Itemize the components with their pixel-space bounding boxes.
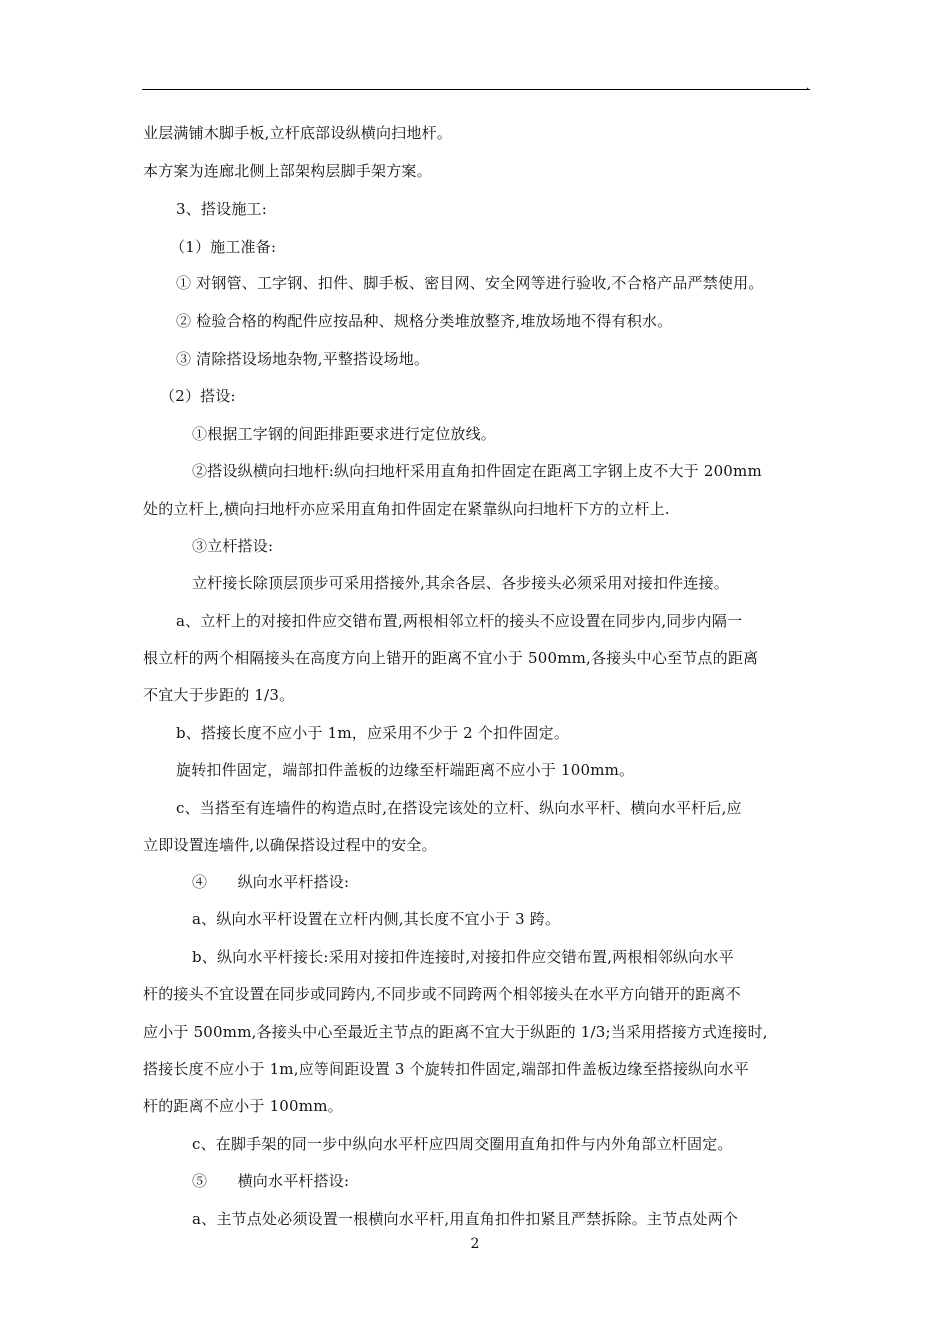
text-line: ③立杆搭设: bbox=[192, 537, 274, 555]
text-line: ① 对钢管、工字钢、扣件、脚手板、密目网、安全网等进行验收,不合格产品严禁使用。 bbox=[176, 274, 764, 292]
text-line: a、主节点处必须设置一根横向水平杆,用直角扣件扣紧且严禁拆除。主节点处两个 bbox=[192, 1210, 739, 1228]
text-line: ④ 纵向水平杆搭设: bbox=[192, 873, 350, 891]
text-line: c、当搭至有连墙件的构造点时,在搭设完该处的立杆、纵向水平杆、横向水平杆后,应 bbox=[176, 799, 742, 817]
text-line: 根立杆的两个相隔接头在高度方向上错开的距离不宜小于 500mm,各接头中心至节点的距离 bbox=[143, 649, 759, 667]
text-line: ①根据工字钢的间距排距要求进行定位放线。 bbox=[192, 425, 497, 443]
text-line: （2）搭设: bbox=[160, 387, 236, 405]
text-line: 立即设置连墙件,以确保搭设过程中的安全。 bbox=[143, 836, 437, 854]
text-line: （1）施工准备: bbox=[170, 238, 277, 256]
text-line: 应小于 500mm,各接头中心至最近主节点的距离不宜大于纵距的 1/3;当采用搭接方式连接时, bbox=[143, 1023, 768, 1041]
text-line: c、在脚手架的同一步中纵向水平杆应四周交圈用直角扣件与内外角部立杆固定。 bbox=[192, 1135, 733, 1153]
text-line: 处的立杆上,横向扫地杆亦应采用直角扣件固定在紧靠纵向扫地杆下方的立杆上. bbox=[143, 500, 670, 518]
text-line: 业层满铺木脚手板,立杆底部设纵横向扫地杆。 bbox=[143, 124, 452, 142]
text-line: 旋转扣件固定，端部扣件盖板的边缘至杆端距离不应小于 100mm。 bbox=[176, 761, 635, 779]
text-line: 立杆接长除顶层顶步可采用搭接外,其余各层、各步接头必须采用对接扣件连接。 bbox=[192, 574, 729, 592]
text-line: 杆的接头不宜设置在同步或同跨内,不同步或不同跨两个相邻接头在水平方向错开的距离不 bbox=[143, 985, 741, 1003]
text-line: 3、搭设施工: bbox=[176, 200, 267, 218]
text-line: ②搭设纵横向扫地杆:纵向扫地杆采用直角扣件固定在距离工字钢上皮不大于 200mm bbox=[192, 462, 762, 480]
header-mark: · bbox=[806, 84, 810, 95]
header-rule bbox=[142, 89, 810, 90]
text-line: 杆的距离不应小于 100mm。 bbox=[143, 1097, 343, 1115]
text-line: 本方案为连廊北侧上部架构层脚手架方案。 bbox=[143, 162, 432, 180]
text-line: ⑤ 横向水平杆搭设: bbox=[192, 1172, 350, 1190]
text-line: ③ 清除搭设场地杂物,平整搭设场地。 bbox=[176, 350, 430, 368]
page-number: 2 bbox=[470, 1236, 480, 1252]
text-line: b、搭接长度不应小于 1m，应采用不少于 2 个扣件固定。 bbox=[176, 724, 570, 742]
text-line: 搭接长度不应小于 1m,应等间距设置 3 个旋转扣件固定,端部扣件盖板边缘至搭接纵向水平 bbox=[143, 1060, 749, 1078]
text-line: b、纵向水平杆接长:采用对接扣件连接时,对接扣件应交错布置,两根相邻纵向水平 bbox=[192, 948, 734, 966]
text-line: a、立杆上的对接扣件应交错布置,两根相邻立杆的接头不应设置在同步内,同步内隔一 bbox=[176, 612, 743, 630]
text-line: a、纵向水平杆设置在立杆内侧,其长度不宜小于 3 跨。 bbox=[192, 910, 561, 928]
text-line: ② 检验合格的构配件应按品种、规格分类堆放整齐,堆放场地不得有积水。 bbox=[176, 312, 673, 330]
text-line: 不宜大于步距的 1/3。 bbox=[143, 686, 295, 704]
